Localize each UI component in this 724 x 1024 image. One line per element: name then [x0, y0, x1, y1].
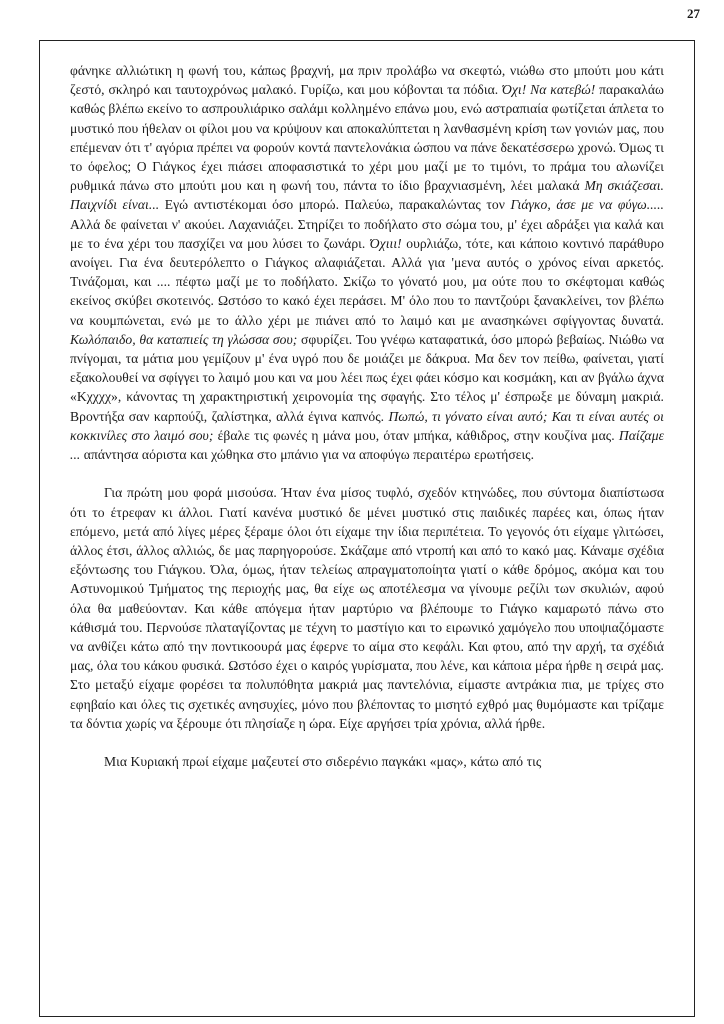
- italic-run: Όχι! Να κατεβώ!: [502, 82, 596, 98]
- text-run: παρακαλάω καθώς βλέπω εκείνο το ασπρουλιάρικο σαλάμι κολλημένο επάνω μου, ενώ αστραπιαία φωτίζεται άπλετα το μυστικό που ήθελαν οι φίλοι μου να κρύψουν και αποκαλύπτεται η λανθασμένη κρίση των γονιών μας, που επέμεναν ότι τ' αγόρια πρέπει να φορούν κοντά παντελονάκια ώσπου να πάνε δεκατέσσερω χρονώ. Όμως τι το όφελος; Ο Γιάγκος έχει πιάσει αποφασιστικά το χέρι μου μαζί με το τιμόνι, το πράμα του αλωνίζει ρυθμικά πάνω στο μπούτι μου και η φωνή του, πάντα το ίδιο βραχνιασμένη, λέει μαλακά: [70, 82, 664, 194]
- italic-run: Όχιιι!: [369, 235, 402, 251]
- text-run: Αλλά δε φαίνεται ν' ακούει. Λαχανιάζει. Στηρίζει το ποδήλατο στο σώμα του, μ' έχει αδράξει για καλά και με το ένα χέρι του πασχίζει να μου λύσει το ζωνάρι.: [70, 216, 664, 251]
- paragraph: [70, 483, 664, 733]
- italic-run: Κωλόπαιδο, θα καταπιείς τη γλώσσα σου;: [70, 331, 298, 347]
- italic-run: Πωπώ, τι γόνατο είναι αυτό; Και τι είναι αυτές οι κοκκινίλες στο λαιμό σου;: [70, 408, 664, 443]
- paragraph: [70, 61, 664, 464]
- italic-run: Παίζαμε ...: [70, 427, 664, 463]
- text-frame: [39, 40, 695, 1017]
- text-run: ουρλιάζω, τότε, και κάποιο κοντινό παράθυρο ανοίγει. Για ένα δευτερόλεπτο ο Γιάγκος αλαφιάζεται. Αλλά για 'μενα αυτός ο χρόνος είναι αρκετός. Τινάζομαι, και .... πέφτω μαζί με το ποδήλατο. Σκίζω το γόνατό μου, μα ούτε που το σκέφτομαι καθώς εκείνος σκύβει σκοτεινός. Ωστόσο το κακό έχει περάσει. Μ' όλο που το παντζούρι ξανακλείνει, τον βλέπω να κουμπώνεται, ενώ με το άλλο χέρι με πιάνει από το λαιμό και με ανασηκώνει σφίγγοντας δυνατά.: [70, 235, 664, 328]
- text-run: σφυρίζει. Του γνέφω καταφατικά, όσο μπορώ βεβαίως. Νιώθω να πνίγομαι, τα μάτια μου γεμίζουν μ' ένα υγρό που δε μοιάζει με δάκρυα. Μα δεν τον πείθω, φαίνεται, γιατί εξακολουθεί να σφίγγει το λαιμό μου και να μου λέει πως έχει φάει κόσμο και κοσμάκη, και αν βγάλω άχνα «Κχχχχ», κάνοντας τη χαρακτηριστική χειρονομία της σφαγής. Στο τέλος μ' έσπρωξε με δύναμη μακριά. Βροντήξα σαν καρπούζι, ζαλίστηκα, αλλά έγινα καπνός.: [70, 331, 665, 424]
- paragraph-gap: [70, 733, 664, 752]
- italic-run: Γιάγκο, άσε με να φύγω.....: [510, 197, 664, 213]
- paragraph-gap: [70, 464, 664, 483]
- text-run: φάνηκε αλλιώτικη η φωνή του, κάπως βραχνή, μα πριν προλάβω να σκεφτώ, νιώθω στο μπούτι μου κάτι ζεστό, σκληρό και ταυτοχρόνως μαλακό. Γυρίζω, και μου κόβονται τα πόδια.: [70, 63, 664, 98]
- body-text: [70, 61, 664, 771]
- text-run: έβαλε τις φωνές η μάνα μου, όταν μπήκα, κάθιδρος, στην κουζίνα μας.: [213, 427, 619, 443]
- text-run: απάντησα αόριστα και χώθηκα στο μπάνιο για να αποφύγω περαιτέρω ερωτήσεις.: [80, 447, 535, 463]
- paragraph: [70, 752, 664, 771]
- text-run: Εγώ αντιστέκομαι όσο μπορώ. Παλεύω, παρακαλώντας τον: [159, 197, 511, 213]
- italic-run: Μη σκιάζεσαι. Παιχνίδι είναι...: [70, 178, 664, 213]
- text-run: Μια Κυριακή πρωί είχαμε μαζευτεί στο σιδερένιο παγκάκι «μας», κάτω από τις: [104, 754, 542, 770]
- text-run: Για πρώτη μου φορά μισούσα. Ήταν ένα μίσος τυφλό, σχεδόν κτηνώδες, που σύντομα διαπίστωσα ότι το έτρεφαν κι άλλοι. Γιατί κανένα μυστικό δε μένει μυστικό στις παιδικές παρέες και, όπως ήταν επόμενο, μετά από λίγες μέρες ξέραμε όλοι ότι είχαμε την ίδια περιπέτεια. Το γεγονός ότι είχαμε γλιτώσει, άλλος έτσι, άλλος αλλιώς, δε μας παρηγορούσε. Σκάζαμε από ντροπή και από το κακό μας. Κάναμε σχέδια εξόντωσης του Γιάγκου. Όλα, όμως, ήταν τελείως απραγματοποίητα γιατί ο κάθε δρόμος, ακόμα και του Αστυνομικού Τμήματος της περιοχής μας, θα είχε ως αποτέλεσμα να γίνουμε ρεζίλι των σκυλιών, αφού όλα θα μαθεύονταν. Και κάθε απόγεμα ήταν μαρτύριο να βλέπουμε το Γιάγκο καμαρωτό πάνω στο κάθισμά του. Περνούσε πλαταγίζοντας με τέχνη το μαστίγιο και το ειρωνικό χαμόγελο που υποψιαζόμαστε να ανθίζει κάτω από την ποντικοουρά μας έφερνε το αίμα στο κεφάλι. Και φτου, από την αρχή, τα σχέδιά μας, όλα του κάκου φυσικά. Ωστόσο έχει ο καιρός γυρίσματα, που λένε, και κάποια μέρα ήρθε η σειρά μας. Στο μεταξύ είχαμε φορέσει τα πολυπόθητα μακριά μας παντελόνια, είμαστε αντράκια πια, με τρίχες στο εφηβαίο και όλες τις σχετικές ανησυχίες, μόνο που βλέποντας το μισητό εχθρό μας θυμόμαστε και τρίζαμε τα δόντια χωρίς να ξέρουμε ότι πλησίαζε η ώρα. Είχε αργήσει τρία χρόνια, αλλά ήρθε.: [70, 485, 664, 731]
- page-number: 27: [687, 6, 700, 21]
